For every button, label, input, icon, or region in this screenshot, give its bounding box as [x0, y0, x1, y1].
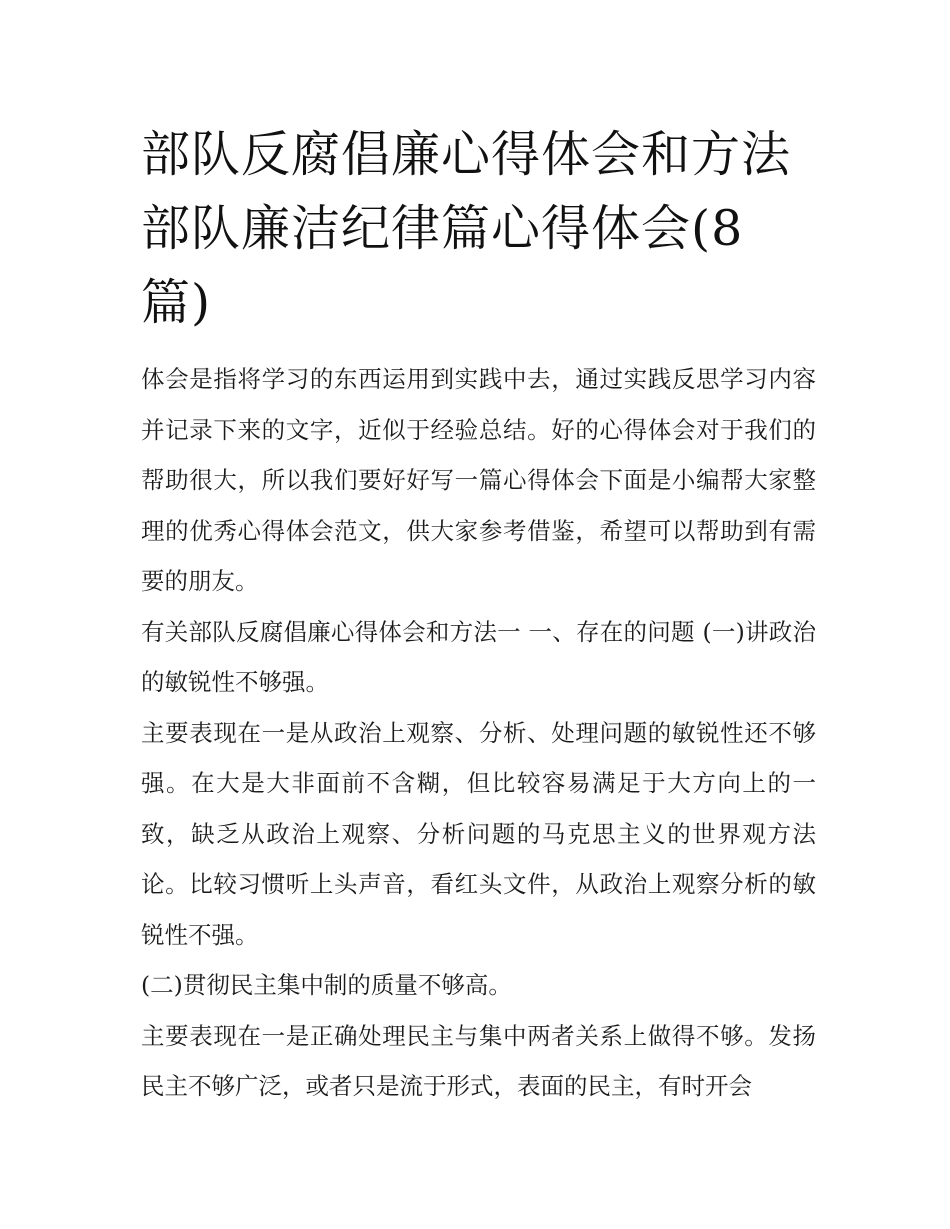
body-paragraph: 主要表现在一是从政治上观察、分析、处理问题的敏锐性还不够强。在大是大非面前不含糊，但比较容易满足于大方向上的一致，缺乏从政治上观察、分析问题的马克思主义的世界观方法论。比较习惯听上头声音，看红头文件，从政治上观察分析的敏锐性不强。 — [141, 718, 816, 949]
document-body — [141, 354, 816, 1112]
document-title — [141, 118, 816, 340]
document-page — [141, 118, 816, 1112]
intro-paragraph: 体会是指将学习的东西运用到实践中去，通过实践反思学习内容并记录下来的文字，近似于经验总结。好的心得体会对于我们的帮助很大，所以我们要好好写一篇心得体会下面是小编帮大家整理的优秀心得体会范文，供大家参考借鉴，希望可以帮助到有需要的朋友。 — [141, 365, 816, 595]
body-paragraph: 主要表现在一是正确处理民主与集中两者关系上做得不够。发扬民主不够广泛，或者只是流于形式，表面的民主，有时开会 — [141, 1021, 816, 1100]
subsection-heading: (二)贯彻民主集中制的质量不够高。 — [141, 971, 512, 999]
section-heading-paragraph: 有关部队反腐倡廉心得体会和方法一 一、存在的问题 (一)讲政治的敏锐性不够强。 — [141, 617, 816, 696]
title-line: 部队反腐倡廉心得体会和方法 — [141, 126, 792, 183]
title-line: 部队廉洁纪律篇心得体会(8 — [141, 200, 744, 257]
title-line: 篇) — [141, 274, 212, 331]
